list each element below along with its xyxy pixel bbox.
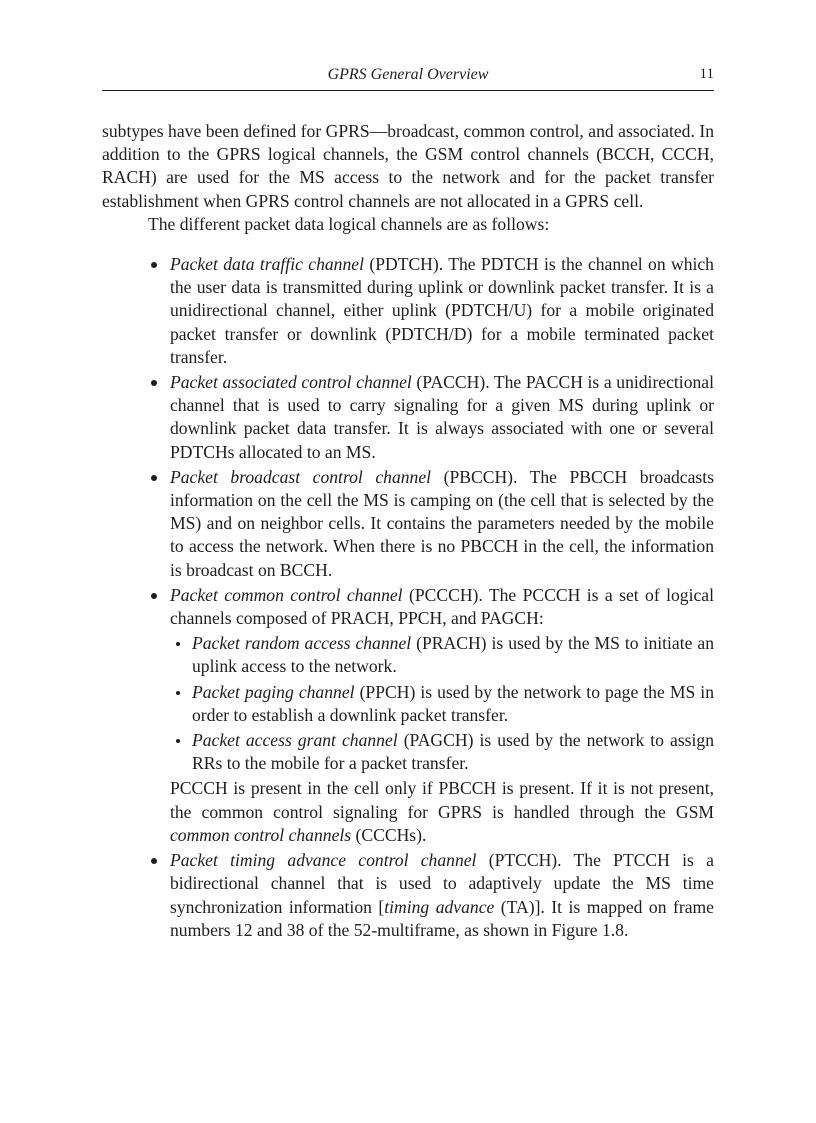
list-item-pacch xyxy=(170,371,714,464)
item-body: (PCCCH). The PCCCH is a set of logical channels composed of PRACH, PPCH, and PAGCH: xyxy=(170,584,714,629)
intro-paragraph: subtypes have been defined for GPRS—broadcast, common control, and associated. In addition to the GPRS logical channels, the GSM control channels (BCCH, CCCH, RACH) are used for the MS access to the network and for the packet transfer establishment when GPRS control channels are not allocated in a GPRS cell. xyxy=(102,121,714,211)
subitem-term: Packet random access channel xyxy=(192,633,412,654)
subitem-body: (PAGCH) is used by the network to assign RRs to the mobile for a packet transfer. xyxy=(192,730,714,774)
sublist-item-prach xyxy=(192,632,714,678)
sublist-item-ppch xyxy=(192,681,714,727)
sublist-item-pagch xyxy=(192,729,714,775)
item-body: (PDTCH). The PDTCH is the channel on which the user data is transmitted during uplink or downlink packet transfer. It is a unidirectional channel, either uplink (PDTCH/U) for a mobile originated packet transfer or downlink (PDTCH/D) for a mobile terminated packet transfer. xyxy=(170,254,714,367)
page-number: 11 xyxy=(699,66,714,82)
list-item-pbcch xyxy=(170,466,714,582)
list-lead: The different packet data logical channels are as follows: xyxy=(148,213,550,234)
item-body: (PACCH). The PACCH is a unidirectional channel that is used to carry signaling for a given MS during uplink or downlink packet data transfer. It is always associated with one or several PDTCHs allocated to an MS. xyxy=(170,372,714,462)
item-body-end: (TA)]. It is mapped on frame numbers 12 and 38 of the 52-multiframe, as shown in Figure 1.8. xyxy=(170,896,714,940)
ccch-term: common control channels xyxy=(170,824,352,845)
item-term: Packet broadcast control channel xyxy=(170,466,432,487)
subitem-term: Packet paging channel xyxy=(192,681,355,702)
pccch-sublist xyxy=(170,632,714,775)
item-term: Packet data traffic channel xyxy=(170,254,364,275)
body-text xyxy=(102,120,714,944)
subitem-body: (PPCH) is used by the network to page the MS in order to establish a downlink packet transfer. xyxy=(192,681,714,725)
list-item-pdtch xyxy=(170,253,714,369)
timing-advance-term: timing advance xyxy=(384,896,495,917)
subitem-term: Packet access grant channel xyxy=(192,730,398,751)
subitem-body: (PRACH) is used by the MS to initiate an uplink access to the network. xyxy=(192,633,714,677)
running-title: GPRS General Overview xyxy=(327,66,489,83)
channel-list xyxy=(102,253,714,942)
item-term: Packet timing advance control channel xyxy=(170,850,477,871)
item-term: Packet associated control channel xyxy=(170,372,412,393)
item-term: Packet common control channel xyxy=(170,584,403,605)
item-body: (PBCCH). The PBCCH broadcasts information on the cell the MS is camping on (the cell that is selected by the MS) and on neighbor cells. It contains the parameters needed by the mobile to access the network. When there is no PBCCH in the cell, the information is broadcast on BCCH. xyxy=(170,466,715,580)
list-item-ptcch xyxy=(170,849,714,942)
pccch-note: PCCCH is present in the cell only if PBCCH is present. If it is not present, the common control signaling for GPRS is handled through the GSM common control channels (CCCHs). xyxy=(170,778,714,845)
running-header xyxy=(102,62,714,91)
list-item-pccch xyxy=(170,584,714,847)
item-body: (PTCCH). The PTCCH is a bidirectional channel that is used to adaptively update the MS time synchronization information [ xyxy=(170,850,714,917)
